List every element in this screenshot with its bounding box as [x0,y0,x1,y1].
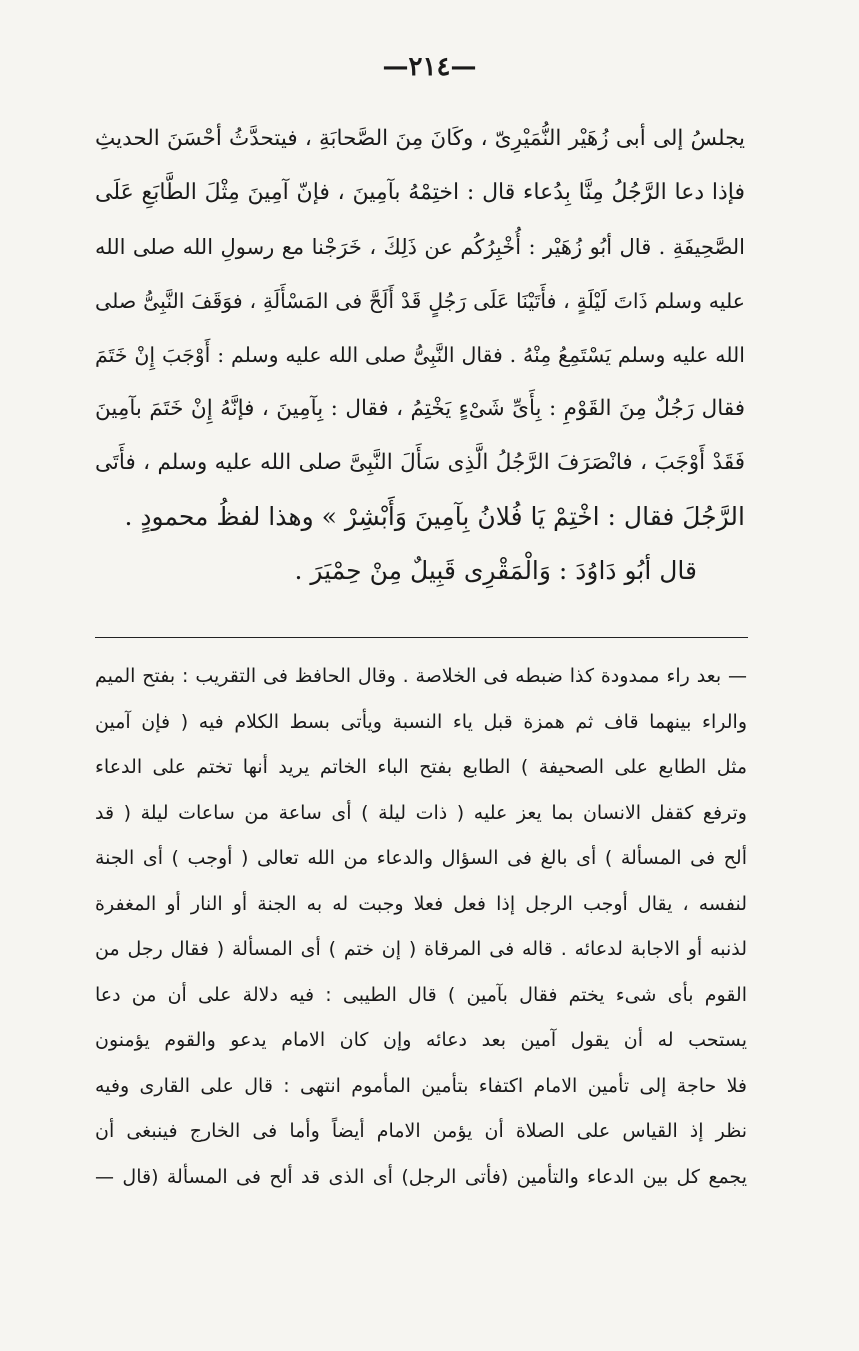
main-text-line: قال أبُو دَاوُدَ : وَالْمَقْرِى قَبِيلٌ مِنْ حِمْيَرَ . [294,556,697,585]
footnote-divider [95,637,748,638]
main-text-line: فإذا دعا الرَّجُلُ مِنَّا بِدُعاء قال : اختِمْهُ بآمِينَ ، فإنّ آمِينَ مِثْلَ الطَّابَعِ عَلَى [95,180,745,205]
main-text-line: يجلسُ إلى أبى زُهَيْر النُّمَيْرِىّ ، وكَانَ مِنَ الصَّحابَةِ ، فيتحدَّثُ أحْسَنَ الحديثِ [95,126,745,151]
main-text-line: الصَّحِيفَةِ . قال أبُو زُهَيْر : أُخْبِرُكُم عن ذَلِكَ ، خَرَجْنا مع رسولِ الله صلى الله [95,235,745,259]
commentary-line: نظر إذ القياس على الصلاة أن يؤمن الامام أيضاً وأما فى الخارج فينبغى أن [95,1120,747,1142]
commentary-line: القوم بأى شىء يختم فقال بآمين ) قال الطيبى : فيه دلالة على أن من دعا [95,983,747,1006]
commentary-line: ألح فى المسألة ) أى بالغ فى السؤال والدعاء من الله تعالى ( أوجب ) أى الجنة [95,847,747,869]
commentary-line: مثل الطابع على الصحيفة ) الطابع بفتح الباء الخاتم يريد أنها تختم على الدعاء [95,756,747,778]
commentary-line: لنفسه ، يقال أوجب الرجل إذا فعل فعلا وجبت له به الجنة أو النار أو المغفرة [95,892,747,915]
commentary-line: يستحب له أن يقول آمين بعد دعائه وإن كان الامام يدعو والقوم يؤمنون [95,1029,747,1051]
commentary-line: لذنبه أو الاجابة لدعائه . قاله فى المرقاة ( إن ختم ) أى المسألة ( فقال رجل من [95,938,747,960]
main-text-line: فَقَدْ أَوْجَبَ ، فانْصَرَفَ الرَّجُلُ الَّذِى سَأَلَ النَّبِىَّ صلى الله عليه وسلم ، فأَتَى [95,450,745,475]
commentary-line: فلا حاجة إلى تأمين الامام اكتفاء بتأمين المأموم انتهى : قال على القارى وفيه [95,1074,747,1097]
main-text-line: فقال رَجُلٌ مِنَ القَوْمِ : بِأَىِّ شَىْءٍ يَخْتِمُ ، فقال : بِآمِينَ ، فإنَّهُ إِنْ خَتَمَ بآمِينَ [95,396,745,421]
main-text-line: عليه وسلم ذَاتَ لَيْلَةٍ ، فأَتَيْنَا عَلَى رَجُلٍ قَدْ أَلَحَّ فى المَسْأَلَةِ ، فوَقَفَ النَّبِىُّ صلى [95,289,745,313]
page-number: —٢١٤— [382,52,477,82]
main-text-line: الله عليه وسلم يَسْتَمِعُ مِنْهُ . فقال النَّبِىُّ صلى الله عليه وسلم : أَوْجَبَ إِنْ خَتَمَ [95,343,745,367]
main-text-line: الرَّجُلَ فقال : اخْتِمْ يَا فُلانُ بِآمِينَ وَأَبْشِرْ » وهذا لفظُ محمودٍ . [124,502,745,531]
main-text-block [95,112,745,598]
commentary-line: والراء بينهما قاف ثم همزة قبل ياء النسبة ويأتى بسط الكلام فيه ( فإن آمين [95,710,747,733]
commentary-block [95,654,747,1200]
commentary-line: يجمع كل بين الدعاء والتأمين (فأتى الرجل) أى الذى قد ألح فى المسألة (قال — [95,1165,747,1188]
commentary-line: — بعد راء ممدودة كذا ضبطه فى الخلاصة . وقال الحافظ فى التقريب : بفتح الميم [95,665,747,687]
commentary-line: وترفع كقفل الانسان بما يعز عليه ( ذات ليلة ) أى ساعة من ساعات ليلة ( قد [95,801,747,824]
